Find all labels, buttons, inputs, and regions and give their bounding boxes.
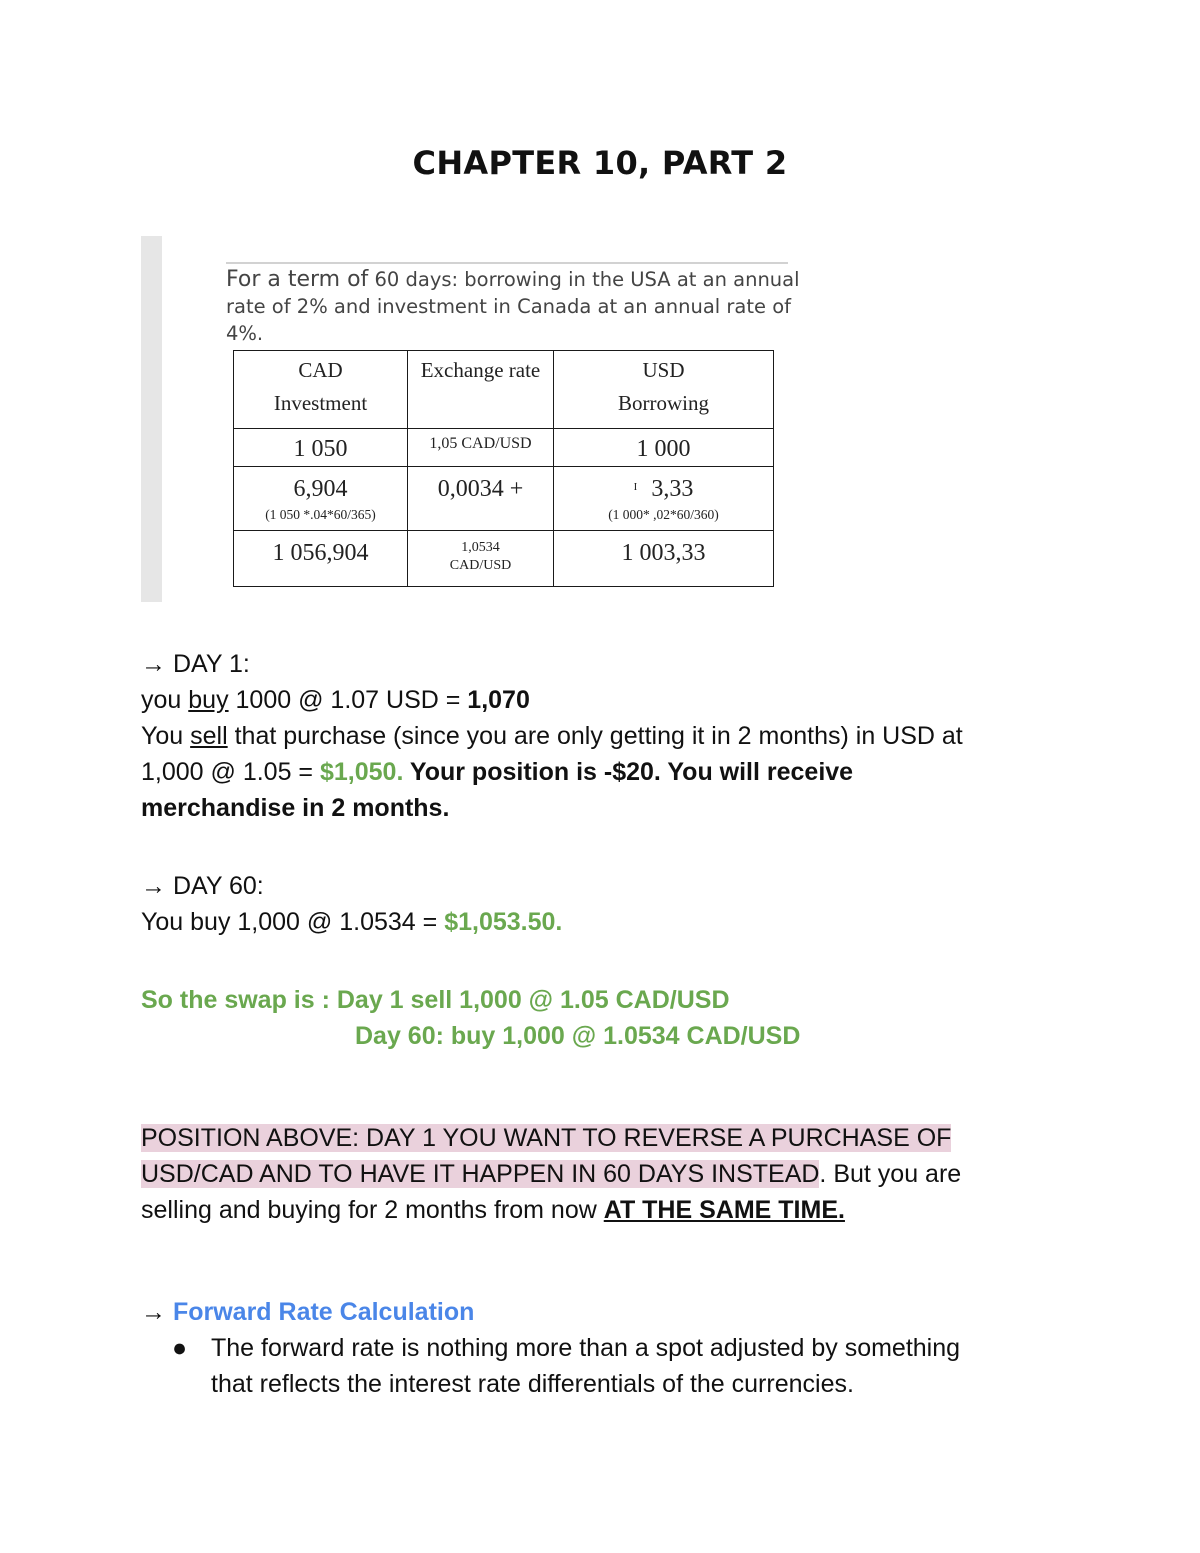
list-item bbox=[172, 1330, 1052, 1402]
forward-section bbox=[141, 1294, 1071, 1330]
table-cell: 1 056,904 bbox=[234, 531, 408, 587]
table-cell: 1 000 bbox=[554, 429, 774, 467]
day60-line: You buy 1,000 @ 1.0534 = $1,053.50. bbox=[141, 908, 563, 936]
table-header-row bbox=[234, 351, 774, 429]
position-line-2: USD/CAD AND TO HAVE IT HAPPEN IN 60 DAYS INSTEAD. But you are bbox=[141, 1160, 962, 1188]
day1-heading: → DAY 1: bbox=[141, 650, 250, 678]
header-exchange-rate bbox=[408, 351, 554, 429]
highlighted-text: POSITION ABOVE: DAY 1 YOU WANT TO REVERSE A PURCHASE OF bbox=[141, 1124, 952, 1152]
table-cell: 1,05 CAD/USD bbox=[408, 429, 554, 467]
day1-line-2: You sell that purchase (since you are only getting it in 2 months) in USD at bbox=[141, 722, 963, 750]
table-cell: 1 050 bbox=[234, 429, 408, 467]
table-row bbox=[234, 531, 774, 587]
caption-rest: 60 days: borrowing in the USA at an annual bbox=[374, 268, 800, 291]
figure-top-rule bbox=[226, 262, 788, 264]
table-cell: 6,904 (1 050 *.04*60/365) bbox=[234, 467, 408, 531]
figure-caption-line-2: rate of 2% and investment in Canada at an annual rate of 4%. bbox=[226, 295, 792, 345]
day1-line-3: 1,000 @ 1.05 = $1,050. Your position is -$20. You will receive bbox=[141, 758, 854, 786]
swap-line-2: Day 60: buy 1,000 @ 1.0534 CAD/USD bbox=[355, 1022, 801, 1050]
bullet-text: The forward rate is nothing more than a spot adjusted by something that reflects the interest rate differentials of the currencies. bbox=[211, 1334, 961, 1398]
day1-line-4: merchandise in 2 months. bbox=[141, 794, 450, 822]
page-title: CHAPTER 10, PART 2 bbox=[412, 144, 788, 182]
text-cursor-mark: I bbox=[633, 481, 638, 493]
header-usd-borrowing bbox=[554, 351, 774, 429]
figure-caption bbox=[226, 266, 826, 347]
day60-section bbox=[141, 868, 1071, 940]
header-text: USD Borrowing bbox=[618, 358, 709, 415]
table-cell: 1 003,33 bbox=[554, 531, 774, 587]
table-row bbox=[234, 429, 774, 467]
header-text: CAD Investment bbox=[273, 358, 368, 415]
position-line-3: selling and buying for 2 months from now AT THE SAME TIME. bbox=[141, 1196, 845, 1224]
formula-note: (1 050 *.04*60/365) bbox=[265, 507, 376, 522]
header-text: Exchange rate bbox=[420, 358, 541, 382]
table-row bbox=[234, 467, 774, 531]
table-cell: 0,0034 + bbox=[408, 467, 554, 531]
position-line-1 bbox=[141, 1120, 1071, 1156]
rates-table bbox=[233, 350, 774, 587]
caption-lead: For a term of bbox=[226, 267, 369, 292]
figure-caption-line-1 bbox=[226, 266, 826, 293]
figure-side-bar bbox=[141, 236, 162, 602]
forward-heading: → Forward Rate Calculation bbox=[141, 1298, 475, 1326]
arrow-icon: → bbox=[141, 1298, 173, 1326]
day1-section bbox=[141, 646, 1071, 826]
position-section bbox=[141, 1120, 1071, 1228]
header-cad-investment bbox=[234, 351, 408, 429]
formula-note: (1 000* ,02*60/360) bbox=[608, 507, 719, 522]
bullet-icon: ● bbox=[172, 1334, 188, 1362]
swap-line-1: So the swap is : Day 1 sell 1,000 @ 1.05 CAD/USD bbox=[141, 986, 730, 1014]
table-cell: $^I$ 3,33 (1 000* ,02*60/360) bbox=[554, 467, 774, 531]
highlighted-text: USD/CAD AND TO HAVE IT HAPPEN IN 60 DAYS INSTEAD bbox=[141, 1160, 820, 1188]
table-cell: 1,0534 CAD/USD bbox=[408, 531, 554, 587]
day1-line-1: you buy 1000 @ 1.07 USD = 1,070 bbox=[141, 686, 530, 714]
day60-heading: → DAY 60: bbox=[141, 872, 264, 900]
swap-section bbox=[141, 982, 1071, 1054]
